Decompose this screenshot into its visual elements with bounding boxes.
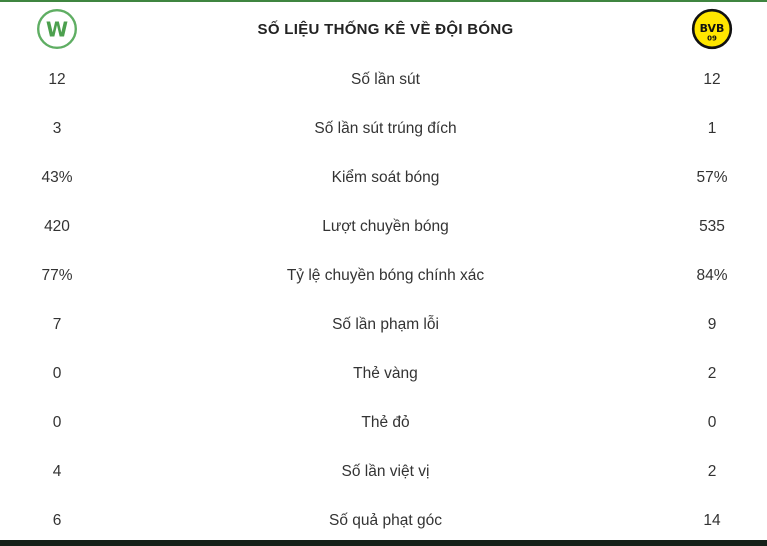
home-value: 0: [52, 414, 62, 432]
stats-header: [0, 0, 767, 56]
table-row: [0, 105, 767, 154]
away-value: 1: [707, 120, 717, 138]
table-row: [0, 350, 767, 399]
stat-label: Kiểm soát bóng: [331, 169, 440, 187]
stat-label: Lượt chuyền bóng: [322, 218, 449, 236]
dortmund-logo-text: BVB: [699, 22, 725, 36]
away-logo-cell: [657, 8, 767, 50]
table-row: [0, 154, 767, 203]
wolfsburg-logo-letter: W: [45, 17, 69, 42]
table-row: [0, 203, 767, 252]
away-value: 2: [707, 463, 717, 481]
bottom-bar: [0, 540, 767, 546]
stat-label: Số lần sút: [351, 71, 420, 89]
dortmund-logo-icon: [691, 8, 733, 50]
table-row: [0, 399, 767, 448]
away-value: 84%: [696, 267, 728, 285]
stat-label: Tỷ lệ chuyền bóng chính xác: [286, 267, 485, 285]
stats-title: SỐ LIỆU THỐNG KÊ VỀ ĐỘI BÓNG: [257, 20, 514, 38]
home-value: 6: [52, 512, 62, 530]
table-row: [0, 448, 767, 497]
table-row: [0, 497, 767, 546]
away-value: 2: [707, 365, 717, 383]
table-row: [0, 301, 767, 350]
home-value: 7: [52, 316, 62, 334]
away-value: 9: [707, 316, 717, 334]
away-value: 0: [707, 414, 717, 432]
home-value: 77%: [41, 267, 73, 285]
stat-label: Số lần việt vị: [341, 463, 430, 481]
home-value: 12: [48, 71, 66, 89]
wolfsburg-logo-icon: [35, 7, 79, 51]
home-value: 420: [44, 218, 70, 236]
home-value: 3: [52, 120, 62, 138]
table-row: [0, 252, 767, 301]
dortmund-logo-year: 09: [707, 34, 717, 43]
stats-rows: [0, 56, 767, 546]
stat-label: Số lần phạm lỗi: [332, 316, 439, 334]
stat-label: Số quả phạt góc: [329, 512, 442, 530]
table-row: [0, 56, 767, 105]
away-value: 535: [699, 218, 725, 236]
away-value: 12: [703, 71, 721, 89]
stat-label: Thẻ đỏ: [361, 414, 410, 432]
away-value: 57%: [696, 169, 728, 187]
top-accent-line: [0, 0, 767, 2]
home-logo-cell: [0, 7, 114, 51]
home-value: 0: [52, 365, 62, 383]
stat-label: Thẻ vàng: [353, 365, 418, 383]
home-value: 4: [52, 463, 62, 481]
away-value: 14: [703, 512, 721, 530]
home-value: 43%: [41, 169, 73, 187]
stat-label: Số lần sút trúng đích: [314, 120, 457, 138]
